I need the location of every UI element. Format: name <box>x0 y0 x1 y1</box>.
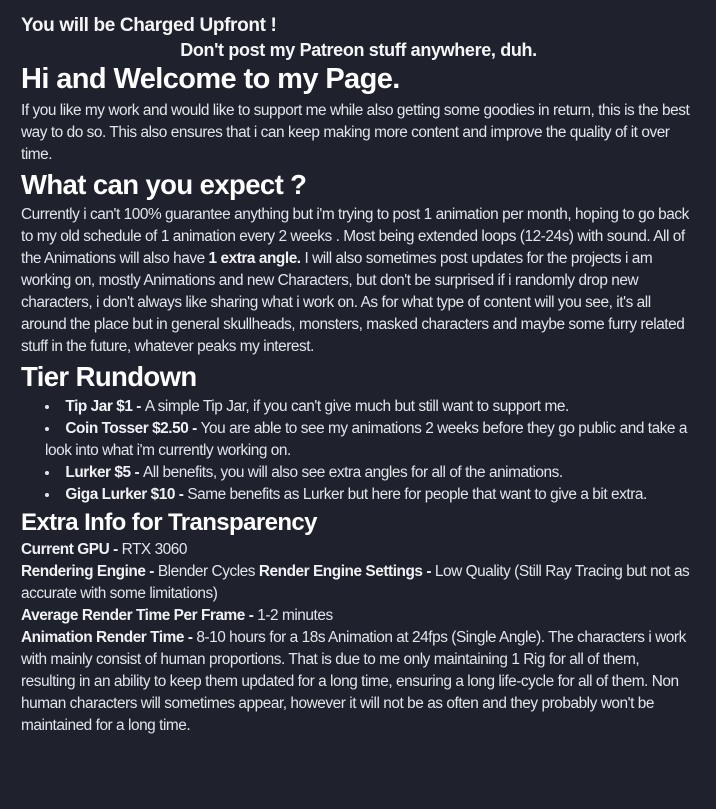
tier-name: Lurker $5 - <box>65 464 143 481</box>
expectations-heading: What can you expect ? <box>21 169 307 200</box>
tier-name: Giga Lurker $10 - <box>65 486 188 503</box>
info-value-frame-time: 1-2 minutes <box>257 607 333 624</box>
expectations-bold-highlight: 1 extra angle. <box>208 250 301 267</box>
tier-name: Coin Tosser $2.50 - <box>65 420 201 437</box>
tier-list <box>21 396 696 506</box>
info-value-gpu: RTX 3060 <box>121 541 188 558</box>
expectations-text-start: Currently i can't 100% guarantee anything but i'm trying to post 1 animation per month, hoping to go back to my old schedule of 1 animation every 2 weeks . Most being extended loops (12-24s) with sound. All of the Animations will also have <box>21 206 689 267</box>
info-label-engine: Rendering Engine - <box>21 563 158 580</box>
tier-item-tip-jar <box>45 396 696 418</box>
info-line-animation-time <box>21 627 696 737</box>
info-line-gpu <box>21 539 696 561</box>
info-line-frame-time <box>21 605 696 627</box>
tier-name: Tip Jar $1 - <box>65 398 145 415</box>
charged-upfront-note: You will be Charged Upfront ! <box>21 15 277 36</box>
tier-item-giga-lurker <box>45 484 696 506</box>
info-label-gpu: Current GPU - <box>21 541 122 558</box>
expectations-paragraph <box>21 204 696 358</box>
info-value-engine-settings: Low Quality (Still Ray Tracing but not as accurate with some limitations) <box>21 563 690 602</box>
tier-description: Same benefits as Lurker but here for people that want to give a bit extra. <box>187 486 647 503</box>
tier-description: All benefits, you will also see extra angles for all of the animations. <box>142 464 563 481</box>
info-label-animation-time: Animation Render Time - <box>21 629 197 646</box>
info-line-render-engine <box>21 561 696 605</box>
tier-item-lurker <box>45 462 696 484</box>
no-repost-note: Don't post my Patreon stuff anywhere, duh. <box>180 40 537 60</box>
tier-description: A simple Tip Jar, if you can't give much but still want to support me. <box>144 398 569 415</box>
welcome-heading: Hi and Welcome to my Page. <box>21 63 400 95</box>
tier-item-coin-tosser <box>45 418 696 462</box>
info-label-engine-settings: Render Engine Settings - <box>258 563 435 580</box>
expectations-text-end: I will also sometimes post updates for the projects i am working on, mostly Animations and new Characters, but don't be surprised if i randomly drop new characters, i don't always like sharing what i work on. As for what type of content will you see, it's all around the place but in general skullheads, monsters, masked characters and maybe some furry related stuff in the future, whatever peaks my interest. <box>21 250 685 355</box>
info-value-engine: Blender Cycles <box>157 563 259 580</box>
welcome-paragraph: If you like my work and would like to support me while also getting some goodies in return, this is the best way to do so. This also ensures that i can keep making more content and improve the quality of it over time. <box>21 102 690 163</box>
extra-info-heading: Extra Info for Transparency <box>21 509 317 536</box>
info-value-animation-time: 8-10 hours for a 18s Animation at 24fps (Single Angle). The characters i work with mainly consist of human proportions. That is due to me only maintaining 1 Rig for all of them, resulting in an ability to keep them updated for a long time, ensuring a long life-cycle for all of them. Non human characters will sometimes appear, however it will not be as often and they probably won't be maintained for a long time. <box>21 629 686 734</box>
tiers-heading: Tier Rundown <box>21 361 197 392</box>
tier-description: You are able to see my animations 2 weeks before they go public and take a look into what i'm currently working on. <box>45 420 687 459</box>
info-label-frame-time: Average Render Time Per Frame - <box>21 607 258 624</box>
